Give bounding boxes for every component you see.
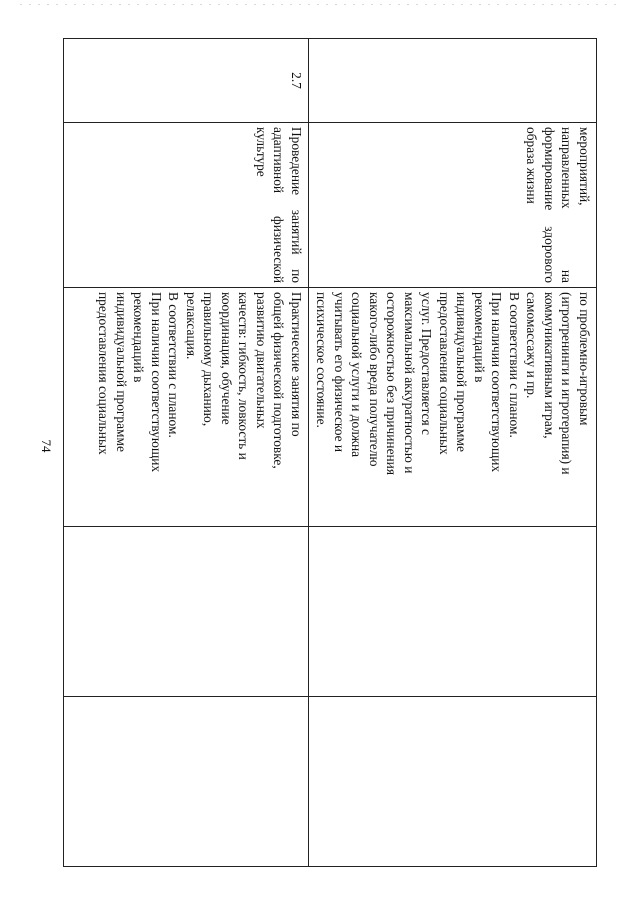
description-line: релаксация. bbox=[184, 292, 199, 360]
empty-cell bbox=[64, 527, 309, 697]
description-line: учитывать его физическое и bbox=[332, 292, 347, 453]
description-line: развитию двигательных bbox=[254, 292, 269, 429]
description-line: качеств: гибкость, ловкость и bbox=[236, 292, 252, 460]
description-line: В соответствии с планом. bbox=[166, 292, 182, 438]
description-line: рекомендаций в bbox=[131, 292, 147, 383]
services-table bbox=[63, 38, 597, 867]
description-line: психическое состояние. bbox=[314, 292, 330, 428]
table-row bbox=[64, 39, 309, 867]
service-name-cell: Проведение занятий по адаптивной физической культуре bbox=[64, 123, 309, 288]
description-line: предоставления социальных bbox=[96, 292, 112, 455]
description-line: по проблемно-игровым bbox=[577, 292, 592, 426]
description-line: Практические занятия по bbox=[289, 292, 304, 437]
description-line: общей физической подготовке, bbox=[271, 292, 287, 469]
description-line: При наличии соответствующих bbox=[489, 292, 505, 473]
description-line: социальной услуги и должна bbox=[349, 292, 365, 458]
service-description-cell bbox=[309, 288, 597, 527]
description-line: индивидуальной программе bbox=[114, 292, 129, 452]
description-line: правильному дыханию, bbox=[201, 292, 217, 427]
description-line: индивидуальной программе bbox=[454, 292, 470, 452]
description-line: услуг. Предоставляется с bbox=[419, 292, 435, 435]
rotated-table-container bbox=[63, 38, 597, 866]
description-line: коммуникативным играм, bbox=[542, 292, 557, 439]
empty-cell bbox=[309, 697, 597, 867]
table-row bbox=[309, 39, 597, 867]
description-line: предоставления социальных bbox=[437, 292, 452, 455]
empty-cell bbox=[309, 527, 597, 697]
description-line: максимальной аккуратностью и bbox=[402, 292, 417, 474]
description-line: При наличии соответствующих bbox=[149, 292, 164, 473]
description-line: какого-либо вреда получателю bbox=[367, 292, 382, 467]
row-number-cell: 2.7 bbox=[64, 39, 309, 123]
description-line: самомассажу и пр. bbox=[524, 292, 540, 399]
page-number: 74 bbox=[39, 439, 54, 453]
service-description-cell bbox=[64, 288, 309, 527]
description-line: рекомендаций в bbox=[472, 292, 487, 383]
row-number-cell bbox=[309, 39, 597, 123]
description-line: осторожностью без причинения bbox=[384, 292, 400, 476]
service-name-cell: мероприятий, направленных на формирование здорового образа жизни bbox=[309, 123, 597, 288]
description-line: В соответствии с планом. bbox=[507, 292, 522, 438]
scan-artifact-dots bbox=[20, 4, 620, 5]
description-line: (игротренинги и игротерапия) и bbox=[559, 292, 575, 475]
description-line: координация, обучение bbox=[219, 292, 234, 425]
empty-cell bbox=[64, 697, 309, 867]
